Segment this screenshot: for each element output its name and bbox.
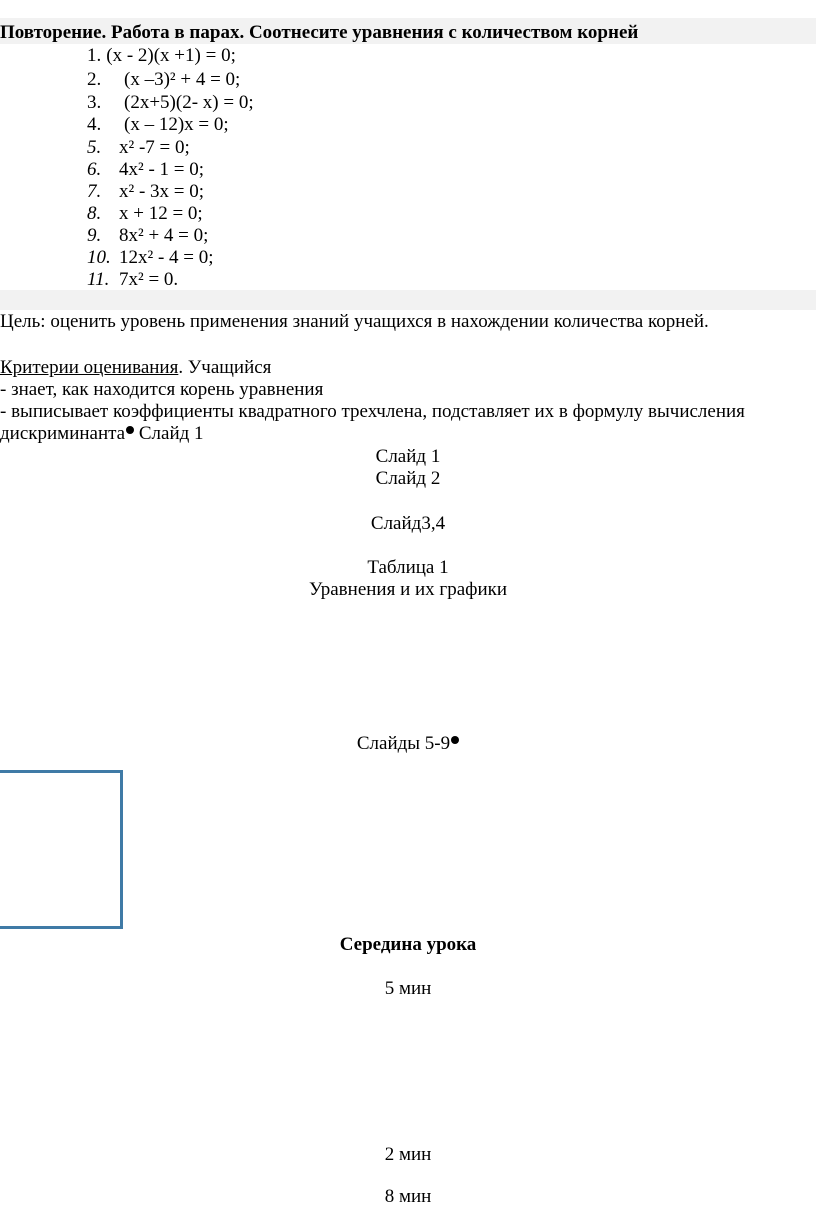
slide-3-4-label: Слайд3,4: [370, 513, 446, 534]
slides-5-9-label: Слайды 5-9: [356, 733, 451, 754]
equation-expression: (2x+5)(2- x) = 0;: [124, 92, 254, 113]
equation-item: [87, 269, 178, 291]
equation-expression: 8x² + 4 = 0;: [119, 225, 209, 246]
equation-number: 6.: [87, 159, 102, 180]
criteria-slide-ref: Слайд 1: [134, 423, 204, 444]
separator-band: [0, 290, 816, 310]
criteria-item: - знает, как находится корень уравнения: [0, 379, 324, 400]
equation-item: [87, 203, 203, 225]
time-2-min: 2 мин: [384, 1144, 432, 1165]
equation-item: [87, 92, 254, 114]
criteria-item-last: [0, 423, 204, 445]
equation-item: [87, 69, 240, 91]
equation-expression: 4x² - 1 = 0;: [119, 159, 205, 180]
equation-number: 2.: [87, 69, 102, 90]
equation-number: 8.: [87, 203, 102, 224]
table-title: Уравнения и их графики: [308, 579, 508, 600]
equation-expression: x + 12 = 0;: [119, 203, 203, 224]
equation-number: 3.: [87, 92, 102, 113]
equation-number: 10.: [87, 247, 111, 268]
page-heading: Повторение. Работа в парах. Соотнесите уравнения с количеством корней: [0, 22, 639, 43]
criteria-heading: [0, 357, 271, 379]
criteria-title: Критерии оценивания: [0, 357, 179, 378]
equation-item: [87, 225, 208, 247]
criteria-item: - выписывает коэффициенты квадратного трехчлена, подставляет их в формулу вычисления: [0, 401, 745, 422]
equation-expression: x² -7 = 0;: [119, 137, 190, 158]
time-5-min: 5 мин: [384, 978, 432, 999]
equation-item: [87, 247, 214, 269]
equation-expression: 12x² - 4 = 0;: [119, 247, 214, 268]
equation-item: [87, 181, 204, 203]
equation-item: [87, 114, 229, 136]
bullet-icon: [451, 736, 459, 744]
equation-number: 1.: [87, 45, 102, 66]
slide-1-label: Слайд 1: [375, 446, 441, 467]
slides-5-9-line: [0, 733, 816, 755]
equation-expression: (x – 12)x = 0;: [124, 114, 229, 135]
goal-text: Цель: оценить уровень применения знаний учащихся в нахождении количества корней.: [0, 311, 709, 332]
equation-number: 5.: [87, 137, 102, 158]
equation-item: [87, 45, 236, 67]
slide-2-label: Слайд 2: [375, 468, 441, 489]
criteria-item: дискриминанта: [0, 423, 126, 444]
equation-number: 9.: [87, 225, 102, 246]
middle-of-lesson-title: Середина урока: [339, 934, 477, 955]
criteria-title-tail: . Учащийся: [178, 357, 272, 378]
equation-expression: (x –3)² + 4 = 0;: [124, 69, 241, 90]
equation-number: 11.: [87, 269, 110, 290]
table-label: Таблица 1: [367, 557, 449, 578]
equation-expression: x² - 3x = 0;: [119, 181, 205, 202]
time-8-min: 8 мин: [384, 1186, 432, 1207]
equation-expression: (x - 2)(x +1) = 0;: [106, 45, 236, 66]
image-frame: [0, 770, 123, 929]
equation-expression: 7x² = 0.: [119, 269, 179, 290]
equation-number: 4.: [87, 114, 102, 135]
equation-item: [87, 137, 190, 159]
equation-item: [87, 159, 204, 181]
bullet-icon: [126, 426, 134, 434]
equation-number: 7.: [87, 181, 102, 202]
